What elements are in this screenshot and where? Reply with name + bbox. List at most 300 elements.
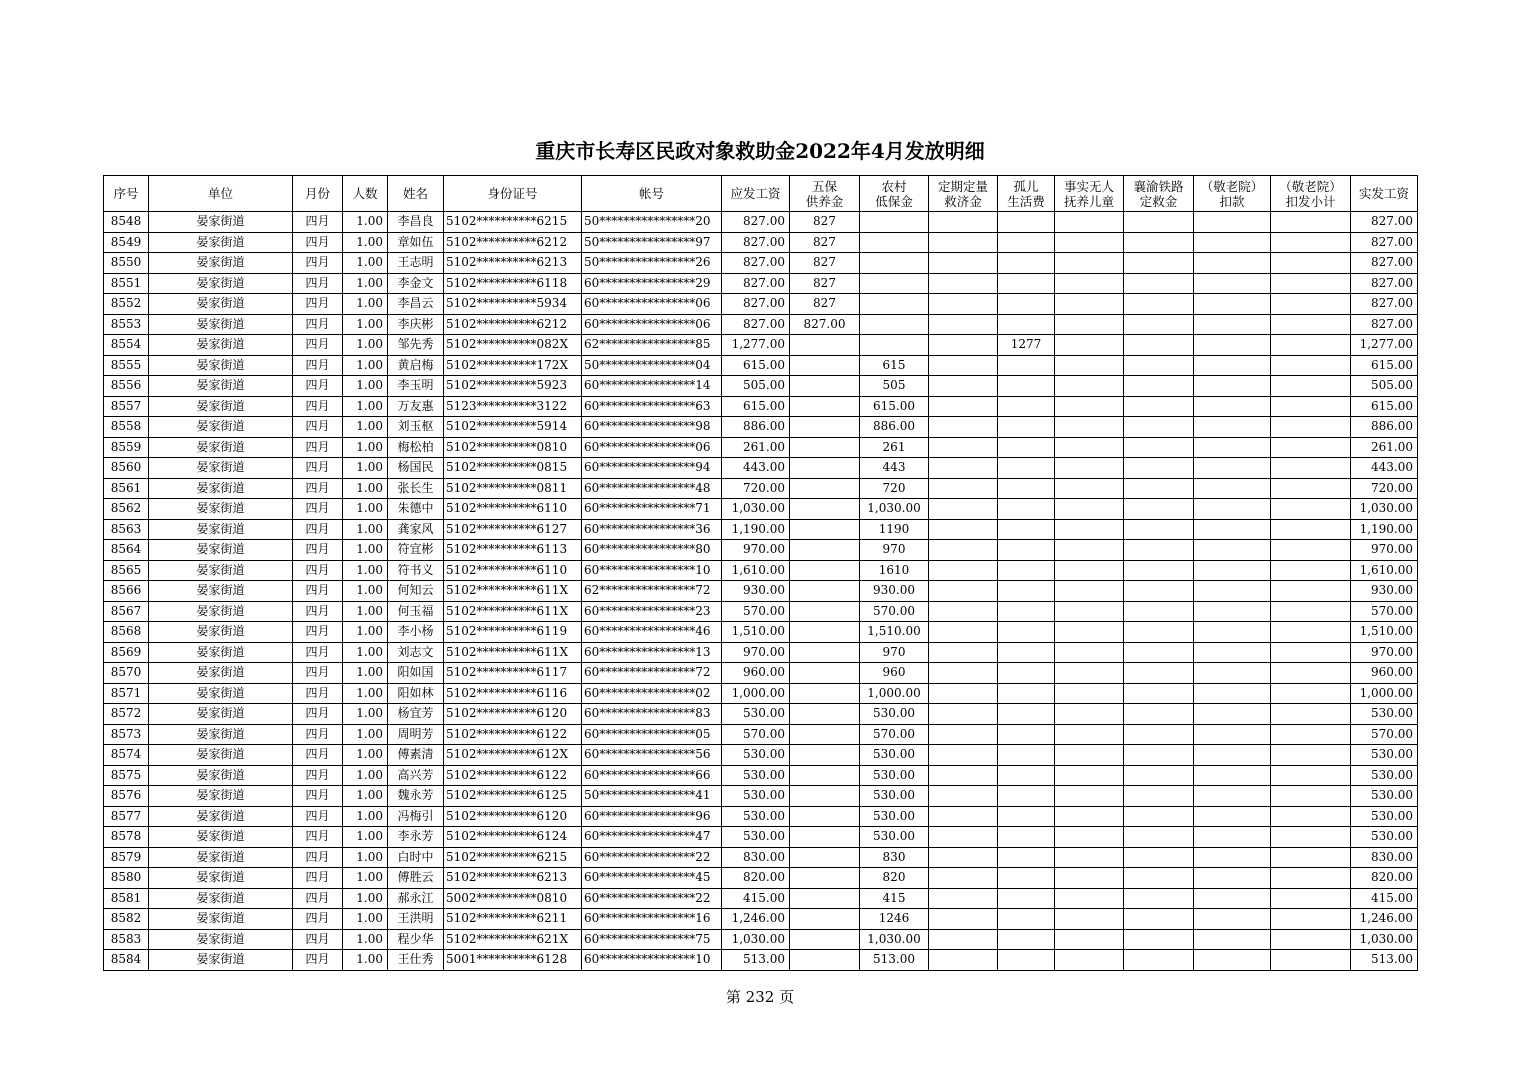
cell-idno: 5102**********0810 <box>444 437 582 458</box>
cell-month: 四月 <box>293 724 343 745</box>
table-row <box>104 253 1418 274</box>
column-header-label: 姓名 <box>402 186 428 201</box>
cell-count: 1.00 <box>343 622 388 643</box>
table-row <box>104 888 1418 909</box>
cell-guer <box>998 355 1055 376</box>
cell-dingqi <box>929 950 998 971</box>
column-header-count <box>343 176 388 212</box>
cell-shishi <box>1055 786 1124 807</box>
cell-xiangyu <box>1124 663 1194 684</box>
column-header-label: 实发工资 <box>1358 186 1409 201</box>
cell-count: 1.00 <box>343 704 388 725</box>
cell-dingqi <box>929 827 998 848</box>
cell-month: 四月 <box>293 929 343 950</box>
cell-guer <box>998 294 1055 315</box>
cell-xiangyu <box>1124 929 1194 950</box>
cell-xiangyu <box>1124 437 1194 458</box>
cell-guer <box>998 847 1055 868</box>
cell-acct: 50****************04 <box>582 355 722 376</box>
cell-jingkou <box>1194 888 1271 909</box>
cell-jingkou <box>1194 827 1271 848</box>
table-row <box>104 683 1418 704</box>
cell-seq: 8576 <box>104 786 149 807</box>
column-header-name <box>388 176 444 212</box>
cell-name: 李小杨 <box>388 622 444 643</box>
cell-unit: 晏家街道 <box>149 909 293 930</box>
cell-wubao <box>790 601 860 622</box>
cell-guer <box>998 745 1055 766</box>
table-row <box>104 232 1418 253</box>
cell-dibao <box>860 232 929 253</box>
cell-month: 四月 <box>293 212 343 233</box>
cell-seq: 8564 <box>104 540 149 561</box>
cell-count: 1.00 <box>343 827 388 848</box>
cell-wubao <box>790 396 860 417</box>
cell-count: 1.00 <box>343 581 388 602</box>
cell-jingxj <box>1271 581 1351 602</box>
cell-shishi <box>1055 868 1124 889</box>
cell-seq: 8582 <box>104 909 149 930</box>
cell-dingqi <box>929 376 998 397</box>
cell-paid: 443.00 <box>1351 458 1418 479</box>
cell-dingqi <box>929 786 998 807</box>
cell-jingxj <box>1271 478 1351 499</box>
cell-count: 1.00 <box>343 642 388 663</box>
cell-name: 程少华 <box>388 929 444 950</box>
cell-guer <box>998 273 1055 294</box>
cell-shishi <box>1055 212 1124 233</box>
cell-due: 530.00 <box>722 786 790 807</box>
cell-paid: 615.00 <box>1351 396 1418 417</box>
cell-idno: 5102**********6119 <box>444 622 582 643</box>
table-row <box>104 396 1418 417</box>
cell-paid: 1,246.00 <box>1351 909 1418 930</box>
cell-guer <box>998 950 1055 971</box>
table-row <box>104 212 1418 233</box>
cell-name: 何知云 <box>388 581 444 602</box>
cell-dingqi <box>929 437 998 458</box>
table-row <box>104 581 1418 602</box>
cell-shishi <box>1055 888 1124 909</box>
cell-seq: 8575 <box>104 765 149 786</box>
cell-unit: 晏家街道 <box>149 704 293 725</box>
cell-count: 1.00 <box>343 765 388 786</box>
cell-wubao <box>790 909 860 930</box>
cell-jingkou <box>1194 355 1271 376</box>
cell-paid: 1,610.00 <box>1351 560 1418 581</box>
cell-idno: 5102**********6213 <box>444 868 582 889</box>
cell-acct: 60****************10 <box>582 950 722 971</box>
cell-guer <box>998 806 1055 827</box>
cell-acct: 60****************66 <box>582 765 722 786</box>
cell-idno: 5102**********6117 <box>444 663 582 684</box>
table-row <box>104 622 1418 643</box>
cell-seq: 8549 <box>104 232 149 253</box>
cell-dingqi <box>929 683 998 704</box>
cell-dibao: 1,000.00 <box>860 683 929 704</box>
column-header-label: 事实无人 <box>1063 178 1114 194</box>
column-header-paid <box>1351 176 1418 212</box>
cell-wubao <box>790 786 860 807</box>
cell-acct: 60****************02 <box>582 683 722 704</box>
cell-shishi <box>1055 519 1124 540</box>
cell-wubao: 827 <box>790 232 860 253</box>
cell-guer <box>998 765 1055 786</box>
cell-acct: 60****************10 <box>582 560 722 581</box>
cell-wubao <box>790 642 860 663</box>
cell-acct: 60****************63 <box>582 396 722 417</box>
cell-shishi <box>1055 745 1124 766</box>
cell-shishi <box>1055 806 1124 827</box>
cell-xiangyu <box>1124 724 1194 745</box>
cell-count: 1.00 <box>343 950 388 971</box>
cell-shishi <box>1055 622 1124 643</box>
cell-acct: 60****************13 <box>582 642 722 663</box>
cell-idno: 5102**********6110 <box>444 499 582 520</box>
column-header-sublabel: 扣款 <box>1219 193 1245 209</box>
cell-name: 魏永芳 <box>388 786 444 807</box>
cell-xiangyu <box>1124 950 1194 971</box>
cell-guer <box>998 622 1055 643</box>
cell-idno: 5102**********6120 <box>444 704 582 725</box>
cell-name: 阳如国 <box>388 663 444 684</box>
cell-idno: 5102**********6215 <box>444 847 582 868</box>
cell-due: 970.00 <box>722 642 790 663</box>
cell-jingxj <box>1271 499 1351 520</box>
cell-seq: 8577 <box>104 806 149 827</box>
cell-dibao: 530.00 <box>860 745 929 766</box>
cell-idno: 5102**********6127 <box>444 519 582 540</box>
table-row <box>104 294 1418 315</box>
cell-guer <box>998 458 1055 479</box>
cell-acct: 60****************22 <box>582 847 722 868</box>
cell-wubao <box>790 765 860 786</box>
cell-month: 四月 <box>293 704 343 725</box>
cell-wubao <box>790 355 860 376</box>
cell-seq: 8552 <box>104 294 149 315</box>
cell-jingkou <box>1194 212 1271 233</box>
cell-jingxj <box>1271 560 1351 581</box>
cell-name: 刘玉枢 <box>388 417 444 438</box>
cell-name: 刘志文 <box>388 642 444 663</box>
cell-dibao: 530.00 <box>860 827 929 848</box>
cell-jingkou <box>1194 581 1271 602</box>
column-header-label: 五保 <box>811 178 837 194</box>
cell-name: 张长生 <box>388 478 444 499</box>
cell-jingkou <box>1194 253 1271 274</box>
cell-count: 1.00 <box>343 786 388 807</box>
cell-jingxj <box>1271 355 1351 376</box>
cell-month: 四月 <box>293 950 343 971</box>
cell-guer <box>998 868 1055 889</box>
cell-xiangyu <box>1124 294 1194 315</box>
cell-seq: 8584 <box>104 950 149 971</box>
cell-acct: 60****************16 <box>582 909 722 930</box>
cell-jingxj <box>1271 458 1351 479</box>
cell-acct: 60****************80 <box>582 540 722 561</box>
cell-month: 四月 <box>293 745 343 766</box>
cell-due: 1,030.00 <box>722 499 790 520</box>
cell-idno: 5102**********5934 <box>444 294 582 315</box>
cell-jingkou <box>1194 909 1271 930</box>
cell-name: 万友惠 <box>388 396 444 417</box>
cell-due: 1,190.00 <box>722 519 790 540</box>
cell-name: 郝永江 <box>388 888 444 909</box>
cell-count: 1.00 <box>343 335 388 356</box>
cell-unit: 晏家街道 <box>149 273 293 294</box>
cell-shishi <box>1055 355 1124 376</box>
table-row <box>104 663 1418 684</box>
table-body <box>104 212 1418 971</box>
cell-guer <box>998 232 1055 253</box>
cell-jingkou <box>1194 663 1271 684</box>
cell-wubao: 827 <box>790 294 860 315</box>
cell-due: 827.00 <box>722 232 790 253</box>
cell-xiangyu <box>1124 458 1194 479</box>
cell-idno: 5102**********6118 <box>444 273 582 294</box>
cell-jingxj <box>1271 212 1351 233</box>
cell-count: 1.00 <box>343 560 388 581</box>
cell-wubao <box>790 560 860 581</box>
cell-dibao: 530.00 <box>860 806 929 827</box>
cell-jingxj <box>1271 314 1351 335</box>
cell-dingqi <box>929 642 998 663</box>
cell-unit: 晏家街道 <box>149 888 293 909</box>
cell-unit: 晏家街道 <box>149 827 293 848</box>
header-row <box>104 176 1418 212</box>
table-row <box>104 560 1418 581</box>
cell-due: 261.00 <box>722 437 790 458</box>
cell-wubao <box>790 827 860 848</box>
cell-guer <box>998 314 1055 335</box>
cell-due: 530.00 <box>722 745 790 766</box>
cell-jingxj <box>1271 950 1351 971</box>
cell-jingkou <box>1194 929 1271 950</box>
cell-month: 四月 <box>293 458 343 479</box>
cell-unit: 晏家街道 <box>149 499 293 520</box>
cell-xiangyu <box>1124 376 1194 397</box>
column-header-unit <box>149 176 293 212</box>
cell-due: 827.00 <box>722 314 790 335</box>
cell-count: 1.00 <box>343 314 388 335</box>
cell-seq: 8583 <box>104 929 149 950</box>
cell-count: 1.00 <box>343 519 388 540</box>
cell-idno: 5102**********612X <box>444 745 582 766</box>
cell-due: 1,510.00 <box>722 622 790 643</box>
cell-count: 1.00 <box>343 273 388 294</box>
cell-dibao: 970 <box>860 540 929 561</box>
cell-count: 1.00 <box>343 212 388 233</box>
cell-dingqi <box>929 806 998 827</box>
cell-name: 白时中 <box>388 847 444 868</box>
cell-wubao <box>790 478 860 499</box>
cell-jingxj <box>1271 663 1351 684</box>
cell-paid: 1,510.00 <box>1351 622 1418 643</box>
cell-dibao: 970 <box>860 642 929 663</box>
cell-month: 四月 <box>293 355 343 376</box>
cell-due: 513.00 <box>722 950 790 971</box>
cell-jingkou <box>1194 273 1271 294</box>
cell-idno: 5102**********6124 <box>444 827 582 848</box>
cell-acct: 60****************46 <box>582 622 722 643</box>
cell-count: 1.00 <box>343 376 388 397</box>
cell-count: 1.00 <box>343 294 388 315</box>
cell-unit: 晏家街道 <box>149 663 293 684</box>
cell-dingqi <box>929 581 998 602</box>
cell-jingkou <box>1194 376 1271 397</box>
cell-jingkou <box>1194 478 1271 499</box>
cell-jingkou <box>1194 786 1271 807</box>
cell-xiangyu <box>1124 232 1194 253</box>
cell-unit: 晏家街道 <box>149 642 293 663</box>
cell-acct: 62****************72 <box>582 581 722 602</box>
cell-unit: 晏家街道 <box>149 417 293 438</box>
cell-seq: 8573 <box>104 724 149 745</box>
cell-dibao: 820 <box>860 868 929 889</box>
cell-count: 1.00 <box>343 417 388 438</box>
cell-dibao: 960 <box>860 663 929 684</box>
cell-xiangyu <box>1124 253 1194 274</box>
cell-due: 827.00 <box>722 212 790 233</box>
cell-dibao: 886.00 <box>860 417 929 438</box>
cell-dingqi <box>929 888 998 909</box>
cell-dingqi <box>929 704 998 725</box>
cell-due: 443.00 <box>722 458 790 479</box>
cell-xiangyu <box>1124 499 1194 520</box>
cell-jingkou <box>1194 950 1271 971</box>
cell-wubao <box>790 417 860 438</box>
cell-guer <box>998 560 1055 581</box>
cell-idno: 5102**********6122 <box>444 765 582 786</box>
cell-unit: 晏家街道 <box>149 560 293 581</box>
cell-due: 1,000.00 <box>722 683 790 704</box>
cell-month: 四月 <box>293 253 343 274</box>
cell-dibao: 570.00 <box>860 601 929 622</box>
cell-wubao <box>790 499 860 520</box>
cell-guer <box>998 704 1055 725</box>
table-header <box>104 176 1418 212</box>
cell-due: 505.00 <box>722 376 790 397</box>
cell-shishi <box>1055 499 1124 520</box>
cell-jingxj <box>1271 786 1351 807</box>
cell-shishi <box>1055 581 1124 602</box>
cell-paid: 1,190.00 <box>1351 519 1418 540</box>
cell-count: 1.00 <box>343 745 388 766</box>
cell-paid: 827.00 <box>1351 212 1418 233</box>
cell-dibao <box>860 212 929 233</box>
cell-seq: 8568 <box>104 622 149 643</box>
cell-name: 龚家风 <box>388 519 444 540</box>
cell-month: 四月 <box>293 437 343 458</box>
cell-dibao: 615 <box>860 355 929 376</box>
column-header-label: （敬老院） <box>1200 178 1264 194</box>
cell-guer: 1277 <box>998 335 1055 356</box>
cell-jingxj <box>1271 806 1351 827</box>
cell-dibao <box>860 294 929 315</box>
cell-seq: 8557 <box>104 396 149 417</box>
cell-xiangyu <box>1124 642 1194 663</box>
cell-idno: 5102**********6116 <box>444 683 582 704</box>
cell-guer <box>998 396 1055 417</box>
cell-name: 朱德中 <box>388 499 444 520</box>
cell-guer <box>998 909 1055 930</box>
cell-wubao: 827 <box>790 212 860 233</box>
cell-shishi <box>1055 560 1124 581</box>
cell-unit: 晏家街道 <box>149 335 293 356</box>
table-row <box>104 642 1418 663</box>
cell-xiangyu <box>1124 909 1194 930</box>
cell-guer <box>998 601 1055 622</box>
cell-jingxj <box>1271 765 1351 786</box>
cell-jingkou <box>1194 683 1271 704</box>
cell-dingqi <box>929 417 998 438</box>
cell-wubao <box>790 950 860 971</box>
cell-acct: 60****************29 <box>582 273 722 294</box>
cell-idno: 5102**********611X <box>444 581 582 602</box>
cell-xiangyu <box>1124 868 1194 889</box>
cell-count: 1.00 <box>343 724 388 745</box>
cell-dingqi <box>929 745 998 766</box>
cell-count: 1.00 <box>343 601 388 622</box>
cell-jingkou <box>1194 499 1271 520</box>
cell-due: 820.00 <box>722 868 790 889</box>
table-row <box>104 376 1418 397</box>
cell-month: 四月 <box>293 601 343 622</box>
cell-name: 李昌良 <box>388 212 444 233</box>
cell-dibao: 720 <box>860 478 929 499</box>
cell-dingqi <box>929 909 998 930</box>
cell-name: 李昌云 <box>388 294 444 315</box>
cell-dibao: 415 <box>860 888 929 909</box>
cell-paid: 570.00 <box>1351 724 1418 745</box>
cell-unit: 晏家街道 <box>149 601 293 622</box>
cell-xiangyu <box>1124 704 1194 725</box>
cell-due: 970.00 <box>722 540 790 561</box>
cell-dibao: 830 <box>860 847 929 868</box>
cell-guer <box>998 929 1055 950</box>
cell-unit: 晏家街道 <box>149 724 293 745</box>
cell-wubao <box>790 519 860 540</box>
cell-dingqi <box>929 314 998 335</box>
cell-unit: 晏家街道 <box>149 868 293 889</box>
cell-jingkou <box>1194 396 1271 417</box>
cell-dingqi <box>929 273 998 294</box>
table-row <box>104 868 1418 889</box>
cell-name: 王志明 <box>388 253 444 274</box>
cell-unit: 晏家街道 <box>149 806 293 827</box>
cell-shishi <box>1055 704 1124 725</box>
cell-due: 720.00 <box>722 478 790 499</box>
cell-acct: 60****************75 <box>582 929 722 950</box>
cell-month: 四月 <box>293 519 343 540</box>
cell-paid: 886.00 <box>1351 417 1418 438</box>
cell-jingxj <box>1271 745 1351 766</box>
column-header-label: 定期定量 <box>937 178 988 194</box>
cell-dibao: 1,030.00 <box>860 929 929 950</box>
table-row <box>104 765 1418 786</box>
cell-month: 四月 <box>293 806 343 827</box>
cell-acct: 60****************72 <box>582 663 722 684</box>
cell-unit: 晏家街道 <box>149 683 293 704</box>
cell-due: 827.00 <box>722 253 790 274</box>
table-row <box>104 827 1418 848</box>
table-row <box>104 314 1418 335</box>
cell-count: 1.00 <box>343 232 388 253</box>
cell-due: 1,030.00 <box>722 929 790 950</box>
cell-dingqi <box>929 765 998 786</box>
cell-unit: 晏家街道 <box>149 929 293 950</box>
cell-xiangyu <box>1124 335 1194 356</box>
